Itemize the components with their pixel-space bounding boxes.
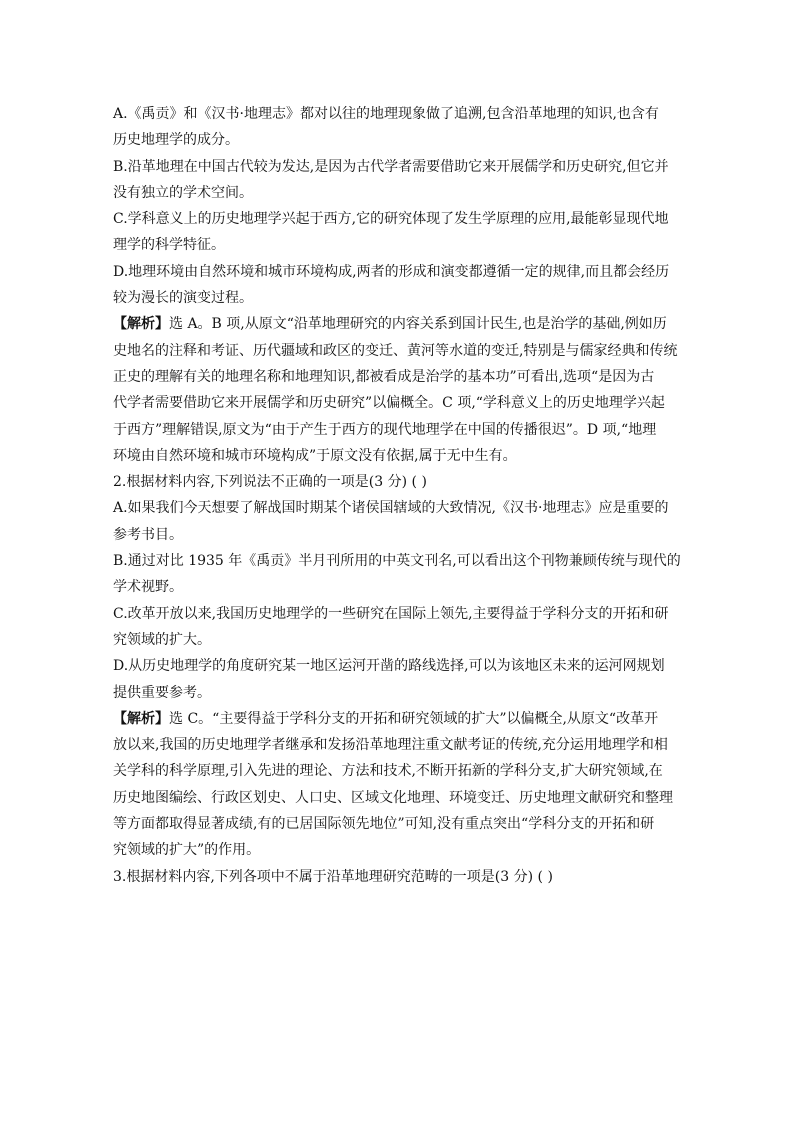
q2-analysis-line-5: 等方面都取得显著成绩,有的已居国际领先地位”可知,没有重点突出“学科分支的开拓和研 bbox=[113, 816, 655, 833]
q1-analysis-line-4: 代学者需要借助它来开展儒学和历史研究”以偏概全。C 项,“学科意义上的历史地理学兴起 bbox=[113, 395, 665, 412]
q2-option-d-line-2: 提供重要参考。 bbox=[113, 684, 211, 701]
q2-analysis-line-1 bbox=[113, 706, 685, 732]
q1-option-b-line-2: 没有独立的学术空间。 bbox=[113, 184, 253, 201]
q1-option-a-line-2: 历史地理学的成分。 bbox=[113, 132, 239, 149]
q1-option-a-line-1: A.《禹贡》和《汉书·地理志》都对以往的地理现象做了追溯,包含沿革地理的知识,也含有 bbox=[113, 106, 659, 122]
q1-analysis-line-2: 史地名的注释和考证、历代疆域和政区的变迁、黄河等水道的变迁,特别是与儒家经典和传统 bbox=[113, 342, 678, 359]
q1-analysis-text: 选 A。B 项,从原文“沿革地理研究的内容关系到国计民生,也是治学的基础,例如历 bbox=[169, 316, 667, 333]
q2-option-d-line-1: D.从历史地理学的角度研究某一地区运河开凿的路线选择,可以为该地区未来的运河网规划 bbox=[113, 658, 665, 675]
analysis-tag: 【解析】 bbox=[113, 710, 169, 727]
q1-analysis-line-1 bbox=[113, 311, 685, 337]
q2-option-c-line-2: 究领域的扩大。 bbox=[113, 631, 211, 648]
q1-option-b-line-1: B.沿革地理在中国古代较为发达,是因为古代学者需要借助它来开展儒学和历史研究,但它并 bbox=[113, 158, 669, 175]
q2-stem: 2.根据材料内容,下列说法不正确的一项是(3 分) ( ) bbox=[113, 474, 427, 491]
q1-analysis-line-3: 正史的理解有关的地理名称和地理知识,都被看成是治学的基本功”可看出,选项“是因为古 bbox=[113, 368, 655, 385]
q2-analysis-line-2: 放以来,我国的历史地理学者继承和发扬沿革地理注重文献考证的传统,充分运用地理学和相 bbox=[113, 737, 668, 754]
q2-option-a-line-1: A.如果我们今天想要了解战国时期某个诸侯国辖域的大致情况,《汉书·地理志》应是重要的 bbox=[113, 500, 669, 517]
q1-option-d-line-1: D.地理环境由自然环境和城市环境构成,两者的形成和演变都遵循一定的规律,而且都会经历 bbox=[113, 263, 670, 280]
q1-option-c-line-2: 理学的科学特征。 bbox=[113, 237, 225, 254]
q2-option-c-line-1: C.改革开放以来,我国历史地理学的一些研究在国际上领先,主要得益于学科分支的开拓和研 bbox=[113, 605, 669, 622]
analysis-tag: 【解析】 bbox=[113, 316, 169, 333]
q2-option-a-line-2: 参考书目。 bbox=[113, 526, 183, 543]
q2-analysis-line-6: 究领域的扩大”的作用。 bbox=[113, 842, 261, 859]
q2-analysis-line-4: 历史地图编绘、行政区划史、人口史、区域文化地理、环境变迁、历史地理文献研究和整理 bbox=[113, 789, 673, 806]
q1-option-c-line-1: C.学科意义上的历史地理学兴起于西方,它的研究体现了发生学原理的应用,最能彰显现代地 bbox=[113, 211, 669, 228]
q2-analysis-line-3: 关学科的科学原理,引入先进的理论、方法和技术,不断开拓新的学科分支,扩大研究领域,在 bbox=[113, 763, 663, 780]
q1-analysis-line-6: 环境由自然环境和城市环境构成”于原文没有依据,属于无中生有。 bbox=[113, 447, 517, 464]
q2-option-b-line-2: 学术视野。 bbox=[113, 579, 183, 596]
q2-analysis-text: 选 C。“主要得益于学科分支的开拓和研究领域的扩大”以偏概全,从原文“改革开 bbox=[169, 710, 659, 727]
q1-analysis-line-5: 于西方”理解错误,原文为“由于产生于西方的现代地理学在中国的传播很迟”。D 项,“地理 bbox=[113, 421, 657, 438]
document-page bbox=[113, 101, 685, 890]
q1-option-d-line-2: 较为漫长的演变过程。 bbox=[113, 290, 253, 307]
q2-option-b-line-1: B.通过对比 1935 年《禹贡》半月刊所用的中英文刊名,可以看出这个刊物兼顾传统与现代的 bbox=[113, 553, 681, 570]
q3-stem: 3.根据材料内容,下列各项中不属于沿革地理研究范畴的一项是(3 分) ( ) bbox=[113, 868, 553, 885]
